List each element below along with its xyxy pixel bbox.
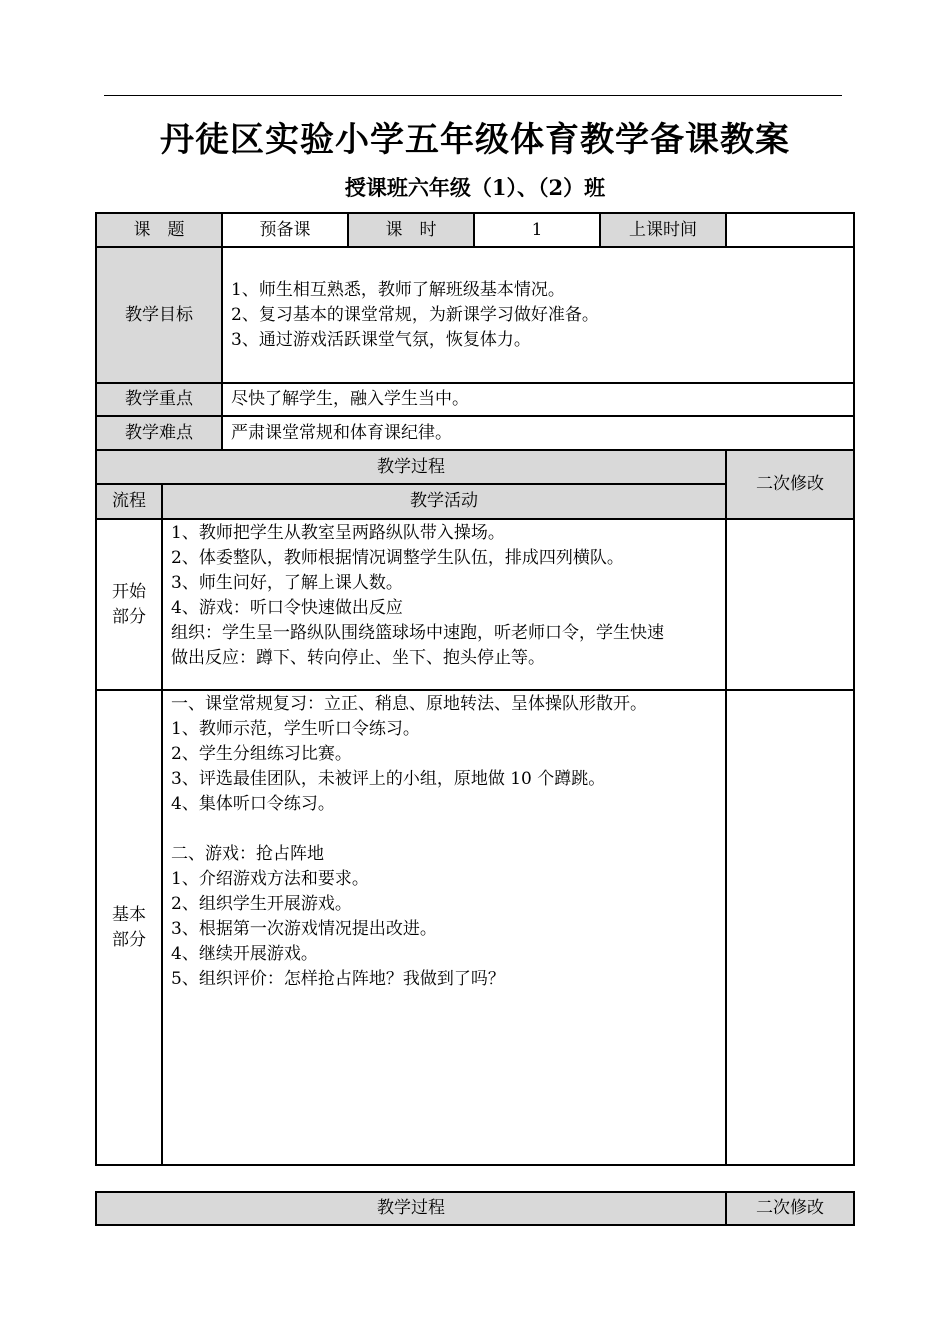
activity-line: 1、教师把学生从教室呈两路纵队带入操场。: [171, 523, 505, 543]
key-point-label: 教学重点: [96, 383, 222, 416]
flow-header: 流程: [96, 484, 162, 519]
start-label-line: 部分: [112, 606, 146, 627]
period-label: 课 时: [348, 213, 474, 247]
process-header: 教学过程: [96, 450, 726, 484]
activity-line: 2、学生分组练习比赛。: [171, 744, 352, 764]
period-value: 1: [474, 213, 600, 247]
basic-section-label: [96, 690, 162, 1165]
topic-value: 预备课: [222, 213, 348, 247]
topic-label: 课 题: [96, 213, 222, 247]
basic-section-revision: [726, 690, 854, 1165]
class-time-value: [726, 213, 854, 247]
goals-label: 教学目标: [96, 247, 222, 383]
activity-line: 1、介绍游戏方法和要求。: [171, 869, 369, 889]
class-subtitle: 授课班六年级（1）、（2）班: [344, 175, 606, 200]
activity-line: 3、根据第一次游戏情况提出改进。: [171, 919, 437, 939]
activity-line: 3、师生问好，了解上课人数。: [171, 573, 403, 593]
goals-content: [222, 247, 854, 383]
goal-line: 1、师生相互熟悉，教师了解班级基本情况。: [231, 279, 565, 300]
lesson-plan-table: [95, 212, 855, 1166]
page-title: 丹徒区实验小学五年级体育教学备课教案: [160, 120, 790, 160]
start-section-revision: [726, 519, 854, 690]
basic-label-line: 部分: [112, 929, 146, 950]
activity-line: 5、组织评价：怎样抢占阵地？我做到了吗？: [171, 969, 505, 989]
activity-line: 4、继续开展游戏。: [171, 944, 318, 964]
difficulty-value: 严肃课堂常规和体育课纪律。: [222, 416, 854, 450]
activity-line: 3、评选最佳团队，未被评上的小组，原地做 10 个蹲跳。: [171, 769, 606, 789]
basic-section-activities: [162, 690, 726, 1165]
activity-line: 二、游戏：抢占阵地: [171, 844, 324, 864]
activity-header: 教学活动: [162, 484, 726, 519]
start-section-activities: [162, 519, 726, 690]
continuation-process-header: 教学过程: [96, 1192, 726, 1225]
activity-line: 2、组织学生开展游戏。: [171, 894, 352, 914]
start-section-label: [96, 519, 162, 690]
activity-line: 做出反应：蹲下、转向停止、坐下、抱头停止等。: [171, 648, 545, 668]
activity-line: 4、游戏：听口令快速做出反应: [171, 598, 403, 618]
goal-line: 3、通过游戏活跃课堂气氛，恢复体力。: [231, 329, 531, 350]
activity-line: 组织：学生呈一路纵队围绕篮球场中速跑，听老师口令，学生快速: [171, 623, 664, 643]
difficulty-label: 教学难点: [96, 416, 222, 450]
basic-label-line: 基本: [112, 904, 146, 925]
revision-header: 二次修改: [726, 450, 854, 519]
start-label-line: 开始: [112, 581, 146, 602]
class-time-label: 上课时间: [600, 213, 726, 247]
key-point-value: 尽快了解学生，融入学生当中。: [222, 383, 854, 416]
activity-line: 2、体委整队，教师根据情况调整学生队伍，排成四列横队。: [171, 548, 624, 568]
activity-line: 1、教师示范，学生听口令练习。: [171, 719, 420, 739]
activity-line: 一、课堂常规复习：立正、稍息、原地转法、呈体操队形散开。: [171, 694, 647, 714]
header-rule: [104, 95, 842, 96]
continuation-revision-header: 二次修改: [726, 1192, 854, 1225]
activity-line: 4、集体听口令练习。: [171, 794, 335, 814]
activity-line: [171, 817, 717, 842]
goal-line: 2、复习基本的课堂常规，为新课学习做好准备。: [231, 304, 599, 325]
continuation-table: [95, 1191, 855, 1226]
